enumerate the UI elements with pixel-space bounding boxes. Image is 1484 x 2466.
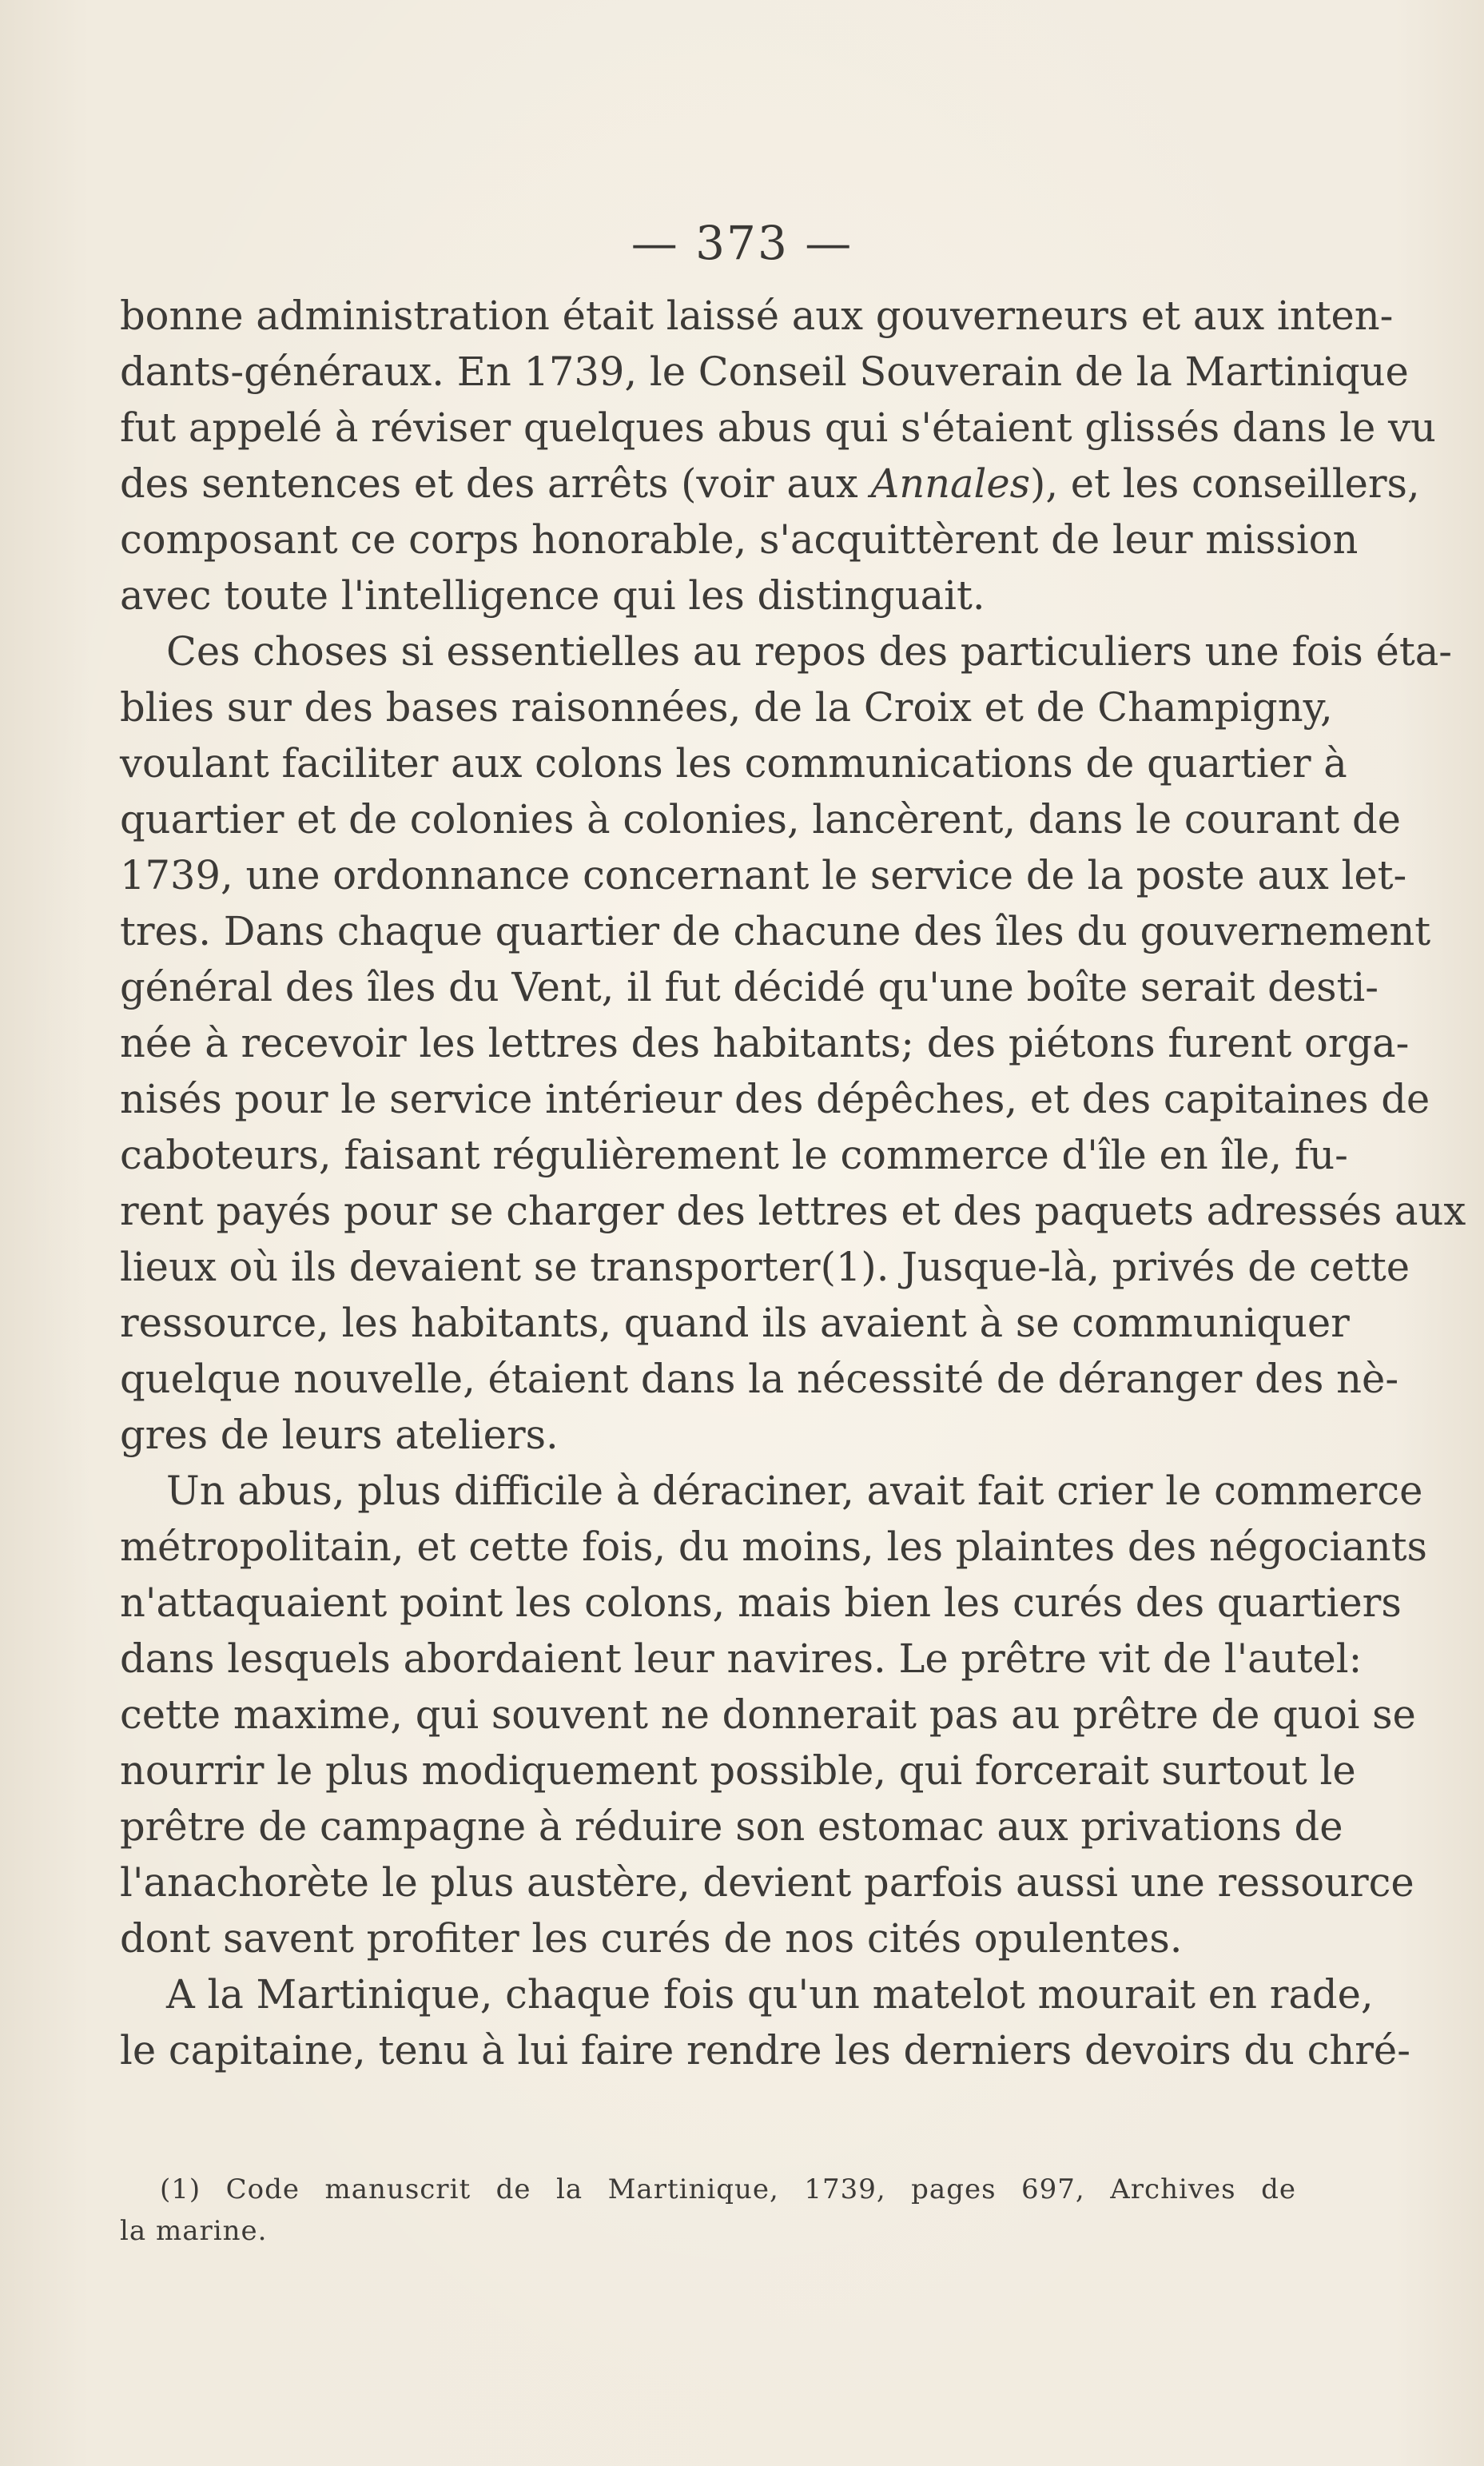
- text-line: rent payés pour se charger des lettres et des paquets adressés aux: [120, 1188, 1466, 1234]
- text-line: des sentences et des arrêts (voir aux Annales), et les conseillers,: [120, 460, 1420, 507]
- text-line: dont savent profiter les curés de nos cités opulentes.: [120, 1915, 1183, 1962]
- text-line: n'attaquaient point les colons, mais bien les curés des quartiers: [120, 1580, 1402, 1626]
- text-line: quartier et de colonies à colonies, lancèrent, dans le courant de: [120, 796, 1401, 843]
- text-line: ressource, les habitants, quand ils avaient à se communiquer: [120, 1300, 1350, 1346]
- text-line: prêtre de campagne à réduire son estomac aux privations de: [120, 1803, 1343, 1850]
- footnote-line: (1) Code manuscrit de la Martinique, 1739, pages 697, Archives de: [160, 2173, 1296, 2205]
- text-line: A la Martinique, chaque fois qu'un matelot mourait en rade,: [166, 1971, 1374, 2018]
- text-line: nisés pour le service intérieur des dépêches, et des capitaines de: [120, 1076, 1430, 1122]
- text-line: née à recevoir les lettres des habitants; des piétons furent orga-: [120, 1020, 1410, 1066]
- text-line: caboteurs, faisant régulièrement le commerce d'île en île, fu-: [120, 1132, 1348, 1178]
- text-line: 1739, une ordonnance concernant le service de la poste aux let-: [120, 852, 1407, 898]
- text-line: avec toute l'intelligence qui les distinguait.: [120, 572, 985, 619]
- text-line: métropolitain, et cette fois, du moins, les plaintes des négociants: [120, 1524, 1427, 1570]
- text-line: l'anachorète le plus austère, devient parfois aussi une ressource: [120, 1859, 1414, 1906]
- text-line: lieux où ils devaient se transporter(1). Jusque-là, privés de cette: [120, 1244, 1410, 1290]
- text-line: fut appelé à réviser quelques abus qui s'étaient glissés dans le vu: [120, 404, 1436, 451]
- text-line: tres. Dans chaque quartier de chacune des îles du gouvernement: [120, 908, 1431, 954]
- text-line: Un abus, plus difficile à déraciner, avait fait crier le commerce: [166, 1468, 1423, 1514]
- text-line: gres de leurs ateliers.: [120, 1412, 559, 1458]
- page-number: — 373 —: [631, 216, 853, 270]
- text-line: général des îles du Vent, il fut décidé qu'une boîte serait desti-: [120, 964, 1379, 1010]
- text-line: le capitaine, tenu à lui faire rendre les derniers devoirs du chré-: [120, 2027, 1410, 2074]
- italic-title: Annales: [870, 460, 1031, 507]
- text-line: quelque nouvelle, étaient dans la nécessité de déranger des nè-: [120, 1356, 1399, 1402]
- footnote-line: la marine.: [120, 2215, 268, 2247]
- text-line: blies sur des bases raisonnées, de la Croix et de Champigny,: [120, 684, 1333, 731]
- text-line: bonne administration était laissé aux gouverneurs et aux inten-: [120, 293, 1394, 339]
- text-line: Ces choses si essentielles au repos des particuliers une fois éta-: [166, 628, 1452, 675]
- text-line: dants-généraux. En 1739, le Conseil Souverain de la Martinique: [120, 349, 1409, 395]
- text-line: nourrir le plus modiquement possible, qui forcerait surtout le: [120, 1747, 1356, 1794]
- text-line: cette maxime, qui souvent ne donnerait pas au prêtre de quoi se: [120, 1691, 1416, 1738]
- text-line: dans lesquels abordaient leur navires. Le prêtre vit de l'autel:: [120, 1635, 1363, 1682]
- text-line: voulant faciliter aux colons les communications de quartier à: [120, 740, 1347, 787]
- text-line: composant ce corps honorable, s'acquittèrent de leur mission: [120, 516, 1359, 563]
